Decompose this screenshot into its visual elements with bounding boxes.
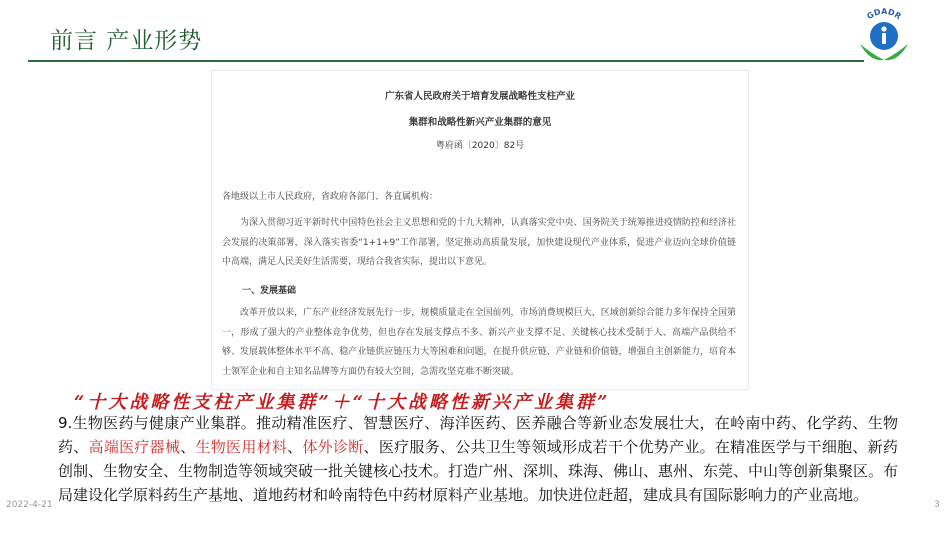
highlight-medical-devices: 高端医疗器械 <box>88 438 181 456</box>
highlight-biomaterials: 生物医用材料 <box>195 438 288 456</box>
gdadr-logo <box>852 2 916 66</box>
red-banner-heading: “十大战略性支柱产业集群”＋“十大战略性新兴产业集群” <box>74 392 611 413</box>
document-screenshot <box>211 70 749 390</box>
document-title: 广东省人民政府关于培育发展战略性支柱产业 <box>384 91 575 102</box>
title-divider <box>28 60 864 62</box>
highlight-ivd: 体外诊断 <box>302 438 364 456</box>
body-text-segment: 、医疗服务、公共卫生等领域形成若干个优势产业。在精准医学与干细胞、新药创制、生物安全、生物制造等领域突破一批关键核心技术。打造广州、深圳、珠海、佛山、惠州、东莞、中山等创新集聚区。布局建设化学原料药生产基地、道地药材和岭南特色中药材原料产业基地。加快进位赶超，建成具有国际影响力的产业高地。 <box>58 438 899 504</box>
body-separator: 、 <box>287 438 303 456</box>
document-greeting: 各地级以上市人民政府，省政府各部门、各直属机构： <box>222 192 439 202</box>
body-text-segment: 9.生物医药与健康产业集群。推动精准医疗、智慧医疗、海洋医药、医养融合等新业态发展壮大，在岭南中药、化学药、生物药、 <box>58 414 898 456</box>
page-number: 3 <box>934 500 940 510</box>
svg-text:GDADR <box>865 7 903 21</box>
document-number: 粤府函〔2020〕82号 <box>435 141 525 151</box>
document-section-heading: 一、发展基础 <box>242 286 297 296</box>
footer-date: 2022-4-21 <box>6 500 53 510</box>
slide-title: 前言 产业形势 <box>50 28 203 54</box>
document-subtitle: 集群和战略性新兴产业集群的意见 <box>408 117 552 128</box>
body-separator: 、 <box>180 438 196 456</box>
logo-text: GDADR <box>865 6 903 22</box>
document-paragraph-1: 为深入贯彻习近平新时代中国特色社会主义思想和党的十九大精神，认真落实党中央、国务院关于统筹推进疫情防控和经济社会发展的决策部署，深入落实省委“1+1+9”工作部署，坚定推动高质量发展，加快建设现代产业体系，促进产业迈向全球价值链中高端，满足人民美好生活需要，现结合我省实际，提出以下意见。 <box>222 218 736 267</box>
body-paragraph <box>58 411 898 507</box>
document-paragraph-2: 改革开放以来，广东产业经济发展先行一步，规模质量走在全国前列，市场消费规模巨大，区域创新综合能力多年保持全国第一，形成了强大的产业整体竞争优势，但也存在发展支撑点不多、新兴产业支撑不足、关键核心技术受制于人、高端产品供给不够、发展载体整体水平不高、稳产业链供应链压力大等困难和问题，在提升供应链、产业链和价值链，增强自主创新能力，培育本土领军企业和自主知名品牌等方面仍有较大空间，急需攻坚克难不断突破。 <box>222 308 736 377</box>
